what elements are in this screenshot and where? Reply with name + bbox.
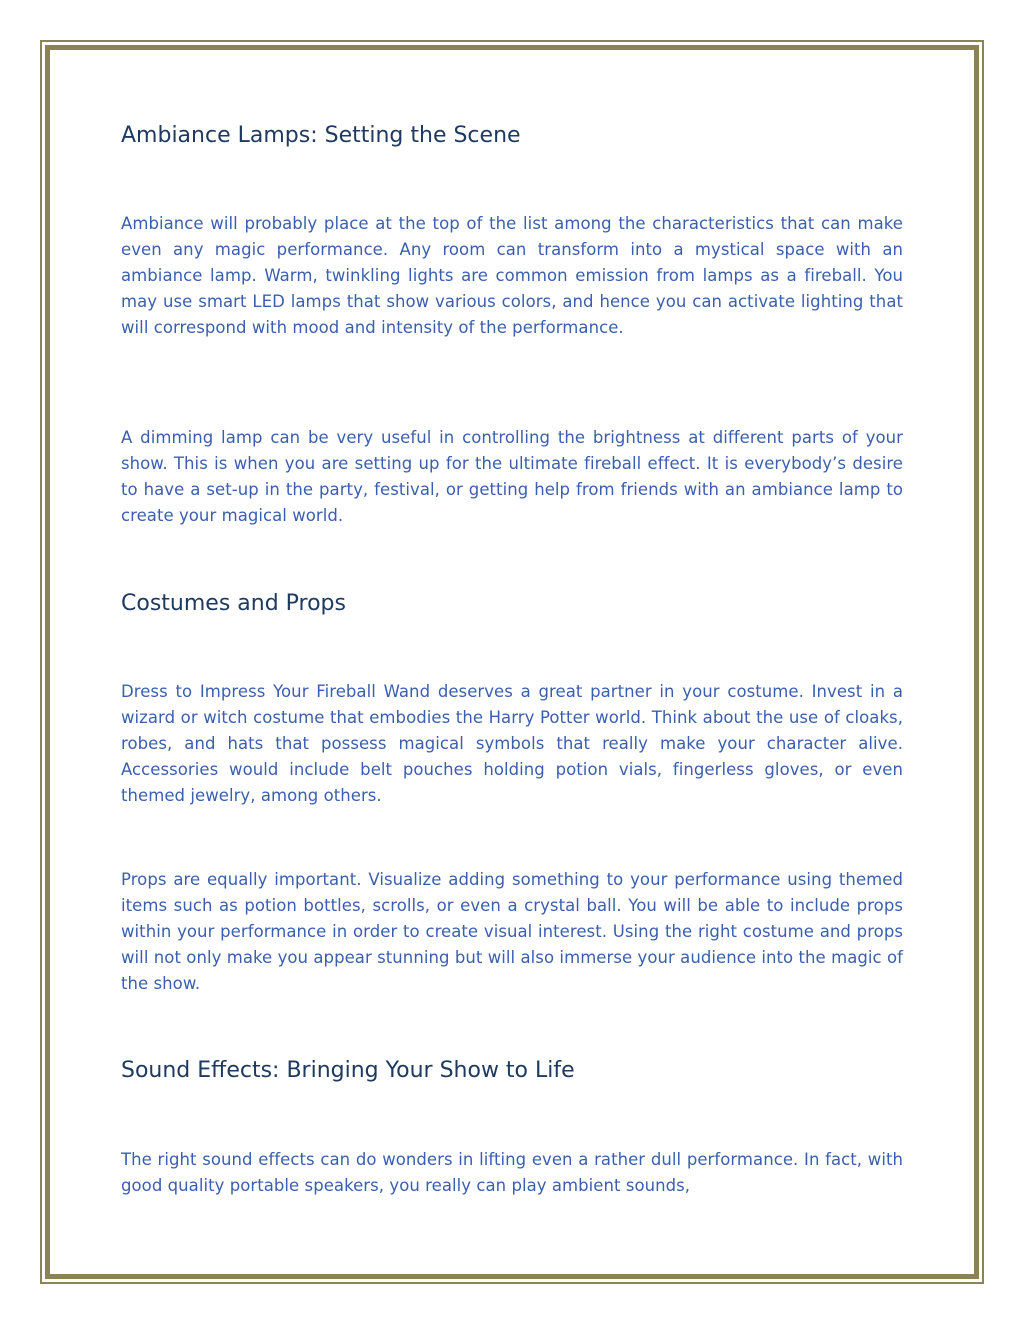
section-heading-costumes-props: Costumes and Props	[121, 591, 346, 616]
section-heading-sound-effects: Sound Effects: Bringing Your Show to Life	[121, 1058, 575, 1083]
paragraph-ambiance-intro: Ambiance will probably place at the top of the list among the characteristics that can make even any magic performance. Any room can transform into a mystical space with an ambiance lamp. Warm, twinkling lights are common emission from lamps as a fireball. You may use smart LED lamps that show various colors, and hence you can activate lighting that will correspond with mood and intensity of the performance.	[121, 214, 903, 337]
paragraph-props: Props are equally important. Visualize adding something to your performance using themed items such as potion bottles, scrolls, or even a crystal ball. You will be able to include props within your performance in order to create visual interest. Using the right costume and props will not only make you appear stunning but will also immerse your audience into the magic of the show.	[121, 870, 903, 993]
paragraph-sound-effects: The right sound effects can do wonders in lifting even a rather dull performance. In fact, with good quality portable speakers, you really can play ambient sounds,	[121, 1150, 903, 1195]
paragraph-costumes: Dress to Impress Your Fireball Wand deserves a great partner in your costume. Invest in a wizard or witch costume that embodies the Harry Potter world. Think about the use of cloaks, robes, and hats that possess magical symbols that really make your character alive. Accessories would include belt pouches holding potion vials, fingerless gloves, or even themed jewelry, among others.	[121, 682, 903, 805]
section-heading-ambiance-lamps: Ambiance Lamps: Setting the Scene	[121, 123, 521, 148]
paragraph-dimming-lamp: A dimming lamp can be very useful in controlling the brightness at different parts of your show. This is when you are setting up for the ultimate fireball effect. It is everybody’s desire to have a set-up in the party, festival, or getting help from friends with an ambiance lamp to create your magical world.	[121, 428, 903, 525]
